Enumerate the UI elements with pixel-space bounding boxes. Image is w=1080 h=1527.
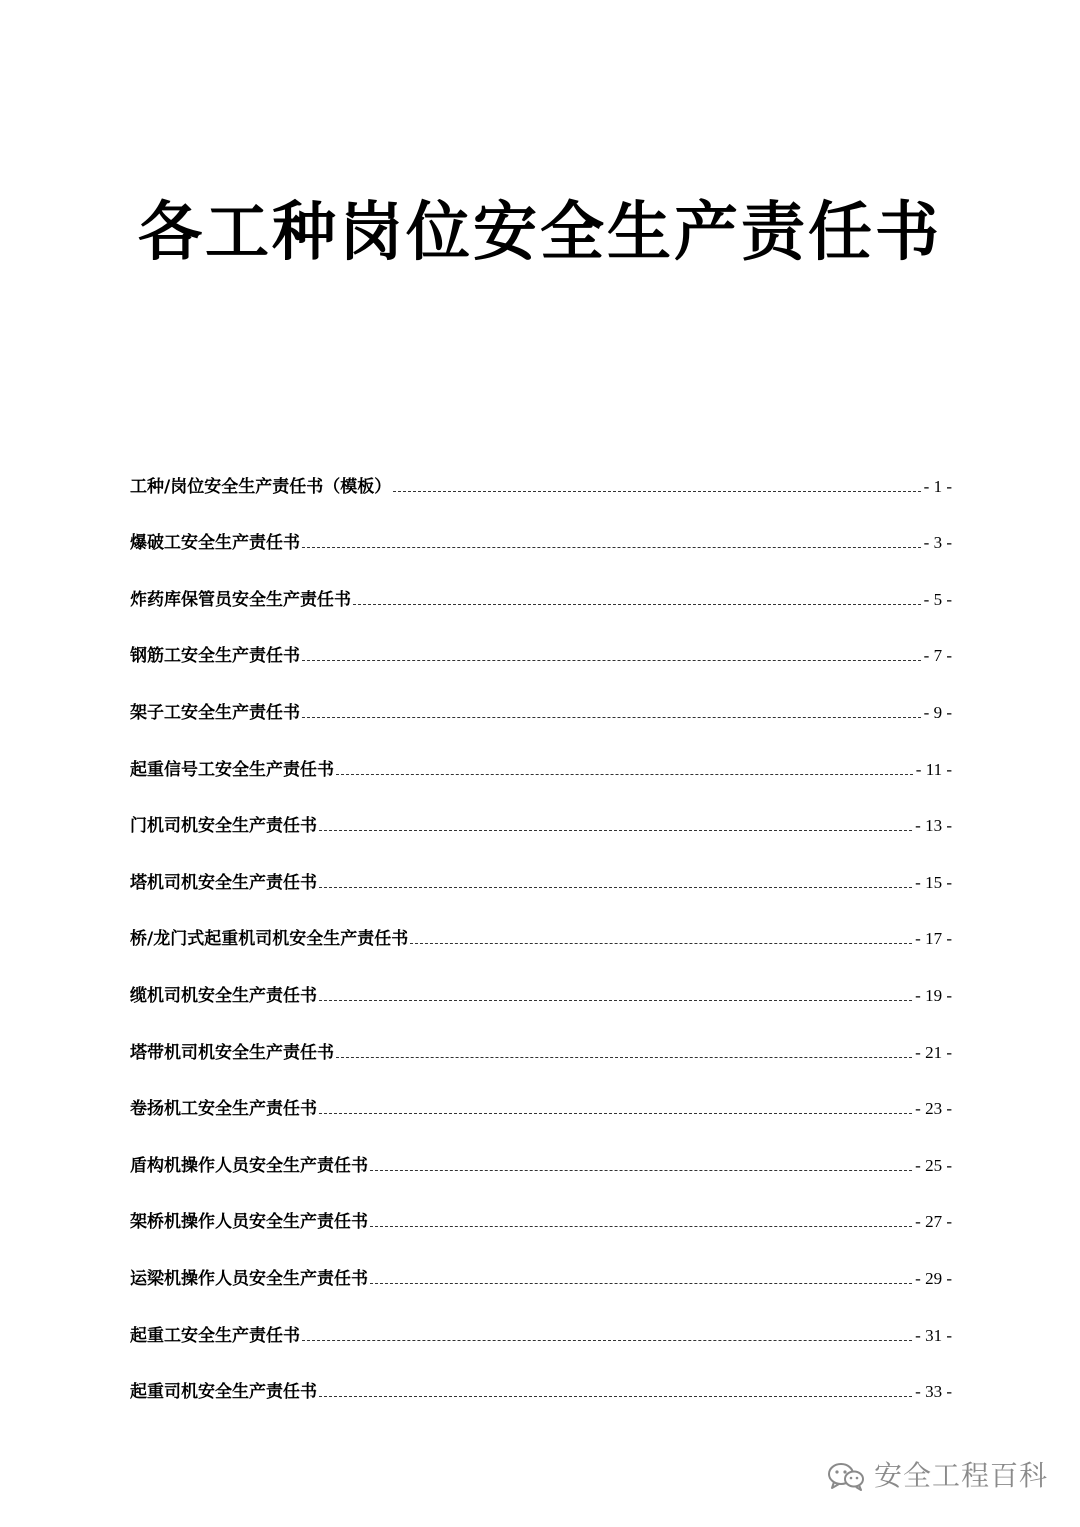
toc-entry[interactable] xyxy=(130,961,952,1018)
document-title: 各工种岗位安全生产责任书 xyxy=(138,196,942,270)
toc-entry-label: 卷扬机工安全生产责任书 xyxy=(130,1099,317,1120)
toc-entry-label: 起重司机安全生产责任书 xyxy=(130,1382,317,1403)
toc-entry-label: 爆破工安全生产责任书 xyxy=(130,533,300,554)
toc-entry-label: 工种/岗位安全生产责任书（模板） xyxy=(130,476,392,497)
toc-leader-dots xyxy=(319,1396,912,1397)
toc-entry-label: 起重信号工安全生产责任书 xyxy=(130,759,334,780)
toc-entry-label: 桥/龙门式起重机司机安全生产责任书 xyxy=(130,929,409,950)
toc-page-number: - 33 - xyxy=(915,1382,952,1402)
toc-leader-dots xyxy=(302,1340,912,1341)
toc-leader-dots xyxy=(319,1113,912,1114)
toc-entry[interactable] xyxy=(130,905,952,962)
toc-entry-label: 炸药库保管员安全生产责任书 xyxy=(130,589,351,610)
toc-page-number: - 31 - xyxy=(915,1325,952,1345)
toc-entry[interactable] xyxy=(130,1131,952,1188)
toc-entry[interactable] xyxy=(130,565,952,622)
toc-leader-dots xyxy=(370,1170,912,1171)
toc-leader-dots xyxy=(336,1057,912,1058)
toc-page-number: - 27 - xyxy=(915,1212,952,1232)
toc-entry-label: 门机司机安全生产责任书 xyxy=(130,816,317,837)
toc-leader-dots xyxy=(302,547,921,548)
toc-entry-label: 架子工安全生产责任书 xyxy=(130,702,300,723)
source-watermark xyxy=(826,1459,1048,1493)
toc-page-number: - 11 - xyxy=(915,759,952,779)
toc-page-number: - 21 - xyxy=(915,1042,952,1062)
toc-entry[interactable] xyxy=(130,1018,952,1075)
toc-entry-label: 盾构机操作人员安全生产责任书 xyxy=(130,1155,368,1176)
toc-entry[interactable] xyxy=(130,622,952,679)
toc-entry-label: 架桥机操作人员安全生产责任书 xyxy=(130,1212,368,1233)
toc-entry-label: 缆机司机安全生产责任书 xyxy=(130,985,317,1006)
toc-entry[interactable] xyxy=(130,509,952,566)
toc-page-number: - 3 - xyxy=(923,533,952,553)
toc-leader-dots xyxy=(336,774,913,775)
toc-page-number: - 5 - xyxy=(923,589,952,609)
watermark-text: 安全工程百科 xyxy=(873,1459,1048,1492)
toc-page-number: - 17 - xyxy=(915,929,952,949)
toc-entry-label: 钢筋工安全生产责任书 xyxy=(130,646,300,667)
toc-entry-label: 塔带机司机安全生产责任书 xyxy=(130,1042,334,1063)
toc-entry[interactable] xyxy=(130,1301,952,1358)
toc-entry[interactable] xyxy=(130,1358,952,1415)
toc-entry[interactable] xyxy=(130,678,952,735)
toc-entry-label: 塔机司机安全生产责任书 xyxy=(130,872,317,893)
toc-page-number: - 13 - xyxy=(915,816,952,836)
toc-leader-dots xyxy=(370,1226,912,1227)
toc-entry[interactable] xyxy=(130,1188,952,1245)
toc-leader-dots xyxy=(319,1000,912,1001)
toc-page-number: - 23 - xyxy=(915,1099,952,1119)
toc-leader-dots xyxy=(302,660,921,661)
toc-page-number: - 19 - xyxy=(915,985,952,1005)
toc-leader-dots xyxy=(302,717,921,718)
toc-entry-label: 起重工安全生产责任书 xyxy=(130,1325,300,1346)
wechat-icon xyxy=(826,1461,866,1491)
toc-page-number: - 9 - xyxy=(923,702,952,722)
toc-page-number: - 29 - xyxy=(915,1268,952,1288)
toc-entry[interactable] xyxy=(130,1075,952,1132)
toc-entry-label: 运梁机操作人员安全生产责任书 xyxy=(130,1268,368,1289)
toc-page-number: - 25 - xyxy=(915,1155,952,1175)
toc-page-number: - 7 - xyxy=(923,646,952,666)
toc-entry[interactable] xyxy=(130,452,952,509)
table-of-contents xyxy=(130,452,952,1414)
toc-leader-dots xyxy=(353,604,921,605)
toc-leader-dots xyxy=(410,943,912,944)
toc-leader-dots xyxy=(370,1283,912,1284)
toc-leader-dots xyxy=(319,830,912,831)
toc-entry[interactable] xyxy=(130,848,952,905)
toc-page-number: - 15 - xyxy=(915,872,952,892)
toc-entry[interactable] xyxy=(130,735,952,792)
toc-leader-dots xyxy=(319,887,912,888)
toc-entry[interactable] xyxy=(130,792,952,849)
toc-page-number: - 1 - xyxy=(923,476,952,496)
toc-leader-dots xyxy=(393,491,920,492)
toc-entry[interactable] xyxy=(130,1244,952,1301)
